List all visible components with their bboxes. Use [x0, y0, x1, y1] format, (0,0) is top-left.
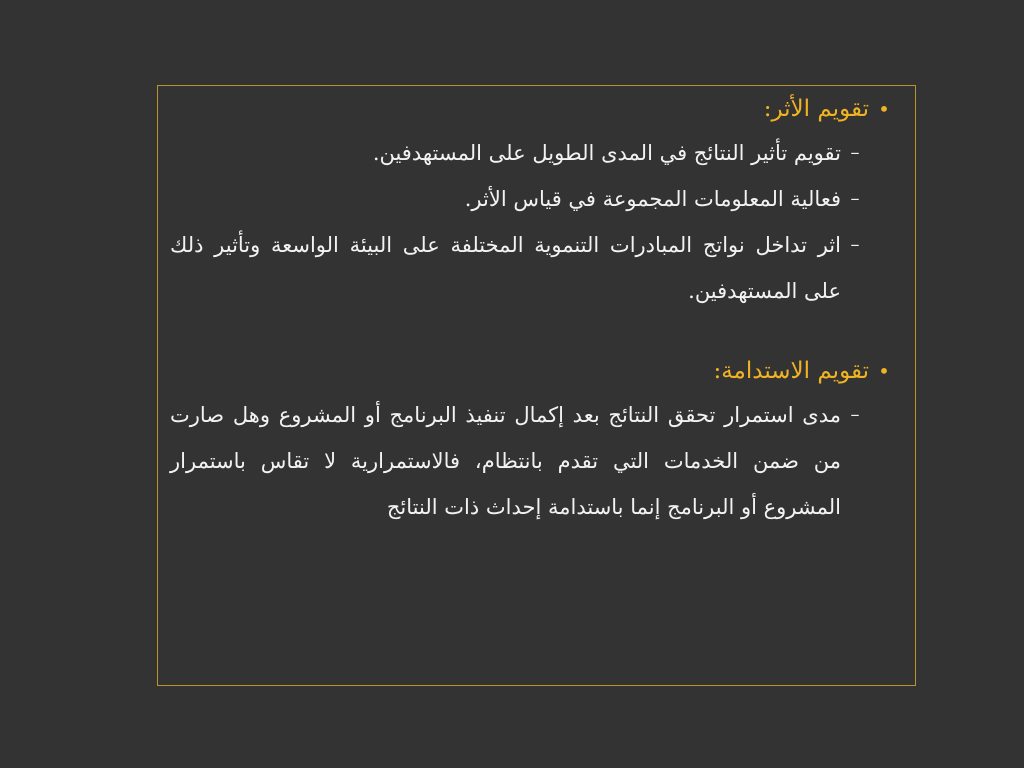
- dash-icon: –: [850, 142, 860, 163]
- slide-frame: [157, 85, 916, 686]
- slide-content: [170, 92, 899, 530]
- list-item: [170, 392, 869, 530]
- section-impact-evaluation: [170, 92, 899, 314]
- list-item: [170, 176, 869, 222]
- section-heading: تقويم الاستدامة:: [713, 358, 869, 384]
- list-item-text: فعالية المعلومات المجموعة في قياس الأثر.: [464, 187, 841, 211]
- dash-icon: –: [850, 234, 860, 255]
- section-heading: تقويم الأثر:: [763, 96, 869, 122]
- dash-icon: –: [850, 404, 860, 425]
- bullet-icon: •: [878, 97, 890, 121]
- section-sustainability-evaluation: [170, 354, 899, 530]
- sub-item-list: [170, 130, 899, 314]
- sub-item-list: [170, 392, 899, 530]
- bullet-icon: •: [878, 359, 890, 383]
- list-item: [170, 222, 869, 314]
- list-item: [170, 130, 869, 176]
- section-heading-row: [170, 354, 899, 388]
- section-heading-row: [170, 92, 899, 126]
- list-item-text: مدى استمرار تحقق النتائج بعد إكمال تنفيذ البرنامج أو المشروع وهل صارت من ضمن الخدمات التي تقدم بانتظام، فالاستمرارية لا تقاس باستمرار المشروع أو البرنامج إنما باستدامة إحداث ذات النتائج: [170, 403, 841, 519]
- list-item-text: اثر تداخل نواتج المبادرات التنموية المختلفة على البيئة الواسعة وتأثير ذلك على المستهدفين.: [170, 233, 841, 303]
- list-item-text: تقويم تأثير النتائج في المدى الطويل على المستهدفين.: [372, 141, 841, 165]
- dash-icon: –: [850, 188, 860, 209]
